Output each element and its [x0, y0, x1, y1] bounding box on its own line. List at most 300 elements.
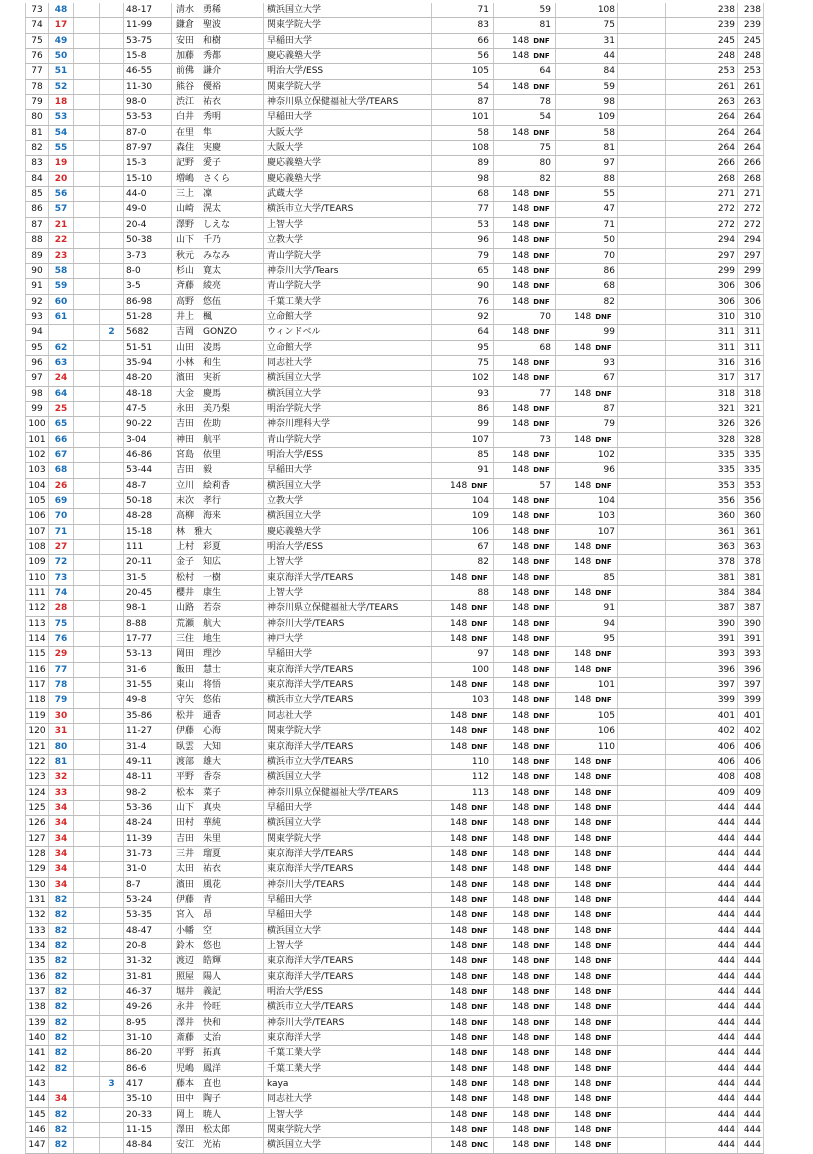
total-points-cell: 306 — [666, 294, 738, 309]
affiliation-cell: 同志社大学 — [264, 1092, 432, 1107]
competitor-name-cell: 清水 勇稀 — [172, 3, 264, 18]
sail-number-cell: 48-24 — [124, 816, 172, 831]
competitor-name-cell: 鎌倉 聖波 — [172, 18, 264, 33]
rank-cell: 127 — [26, 831, 49, 846]
race-1-score-cell: 105 — [432, 64, 494, 79]
race-2-score-cell: 68 — [494, 340, 556, 355]
affiliation-cell: 神奈川県立保健福祉大学/TEARS — [264, 785, 432, 800]
race-1-score-cell: 98 — [432, 171, 494, 186]
class-rank-c-cell — [100, 555, 124, 570]
sail-number-cell: 50-38 — [124, 233, 172, 248]
class-rank-c-cell — [100, 908, 124, 923]
race-1-score-cell: 110 — [432, 754, 494, 769]
affiliation-cell: 横浜国立大学 — [264, 478, 432, 493]
class-rank-a-cell: 33 — [49, 785, 74, 800]
class-rank-a-cell: 65 — [49, 417, 74, 432]
class-rank-a-cell: 59 — [49, 279, 74, 294]
table-row — [26, 217, 764, 232]
competitor-name-cell: 岡田 理沙 — [172, 647, 264, 662]
class-rank-b-cell — [74, 785, 100, 800]
blank-col-cell — [618, 3, 666, 18]
sail-number-cell: 35-10 — [124, 1092, 172, 1107]
table-row — [26, 662, 764, 677]
net-points-cell: 444 — [738, 1092, 764, 1107]
sail-number-cell: 53-24 — [124, 892, 172, 907]
total-points-cell: 402 — [666, 724, 738, 739]
blank-col-cell — [618, 371, 666, 386]
net-points-cell: 444 — [738, 877, 764, 892]
affiliation-cell: 明治大学/ESS — [264, 64, 432, 79]
class-rank-a-cell — [49, 325, 74, 340]
competitor-name-cell: 守矢 悠佑 — [172, 693, 264, 708]
rank-cell: 96 — [26, 355, 49, 370]
blank-col-cell — [618, 570, 666, 585]
affiliation-cell: 東京海洋大学/TEARS — [264, 662, 432, 677]
competitor-name-cell: 三住 地生 — [172, 632, 264, 647]
class-rank-c-cell — [100, 923, 124, 938]
race-3-score-cell: 102 — [556, 447, 618, 462]
net-points-cell: 444 — [738, 954, 764, 969]
class-rank-a-cell: 64 — [49, 386, 74, 401]
total-points-cell: 360 — [666, 509, 738, 524]
affiliation-cell: 神奈川大学/Tears — [264, 263, 432, 278]
competitor-name-cell: 白井 秀明 — [172, 110, 264, 125]
affiliation-cell: 明治学院大学 — [264, 401, 432, 416]
rank-cell: 101 — [26, 432, 49, 447]
class-rank-a-cell: 80 — [49, 739, 74, 754]
total-points-cell: 444 — [666, 1061, 738, 1076]
sail-number-cell: 31-73 — [124, 846, 172, 861]
race-3-score-cell: 108 — [556, 3, 618, 18]
rank-cell: 135 — [26, 954, 49, 969]
class-rank-a-cell — [49, 1077, 74, 1092]
race-2-score-cell: 148 DNF — [494, 1015, 556, 1030]
class-rank-c-cell — [100, 693, 124, 708]
blank-col-cell — [618, 478, 666, 493]
race-1-score-cell: 53 — [432, 217, 494, 232]
class-rank-c-cell — [100, 938, 124, 953]
class-rank-c-cell — [100, 1138, 124, 1153]
class-rank-b-cell — [74, 892, 100, 907]
class-rank-c-cell — [100, 678, 124, 693]
race-3-score-cell: 148 DNF — [556, 985, 618, 1000]
class-rank-b-cell — [74, 985, 100, 1000]
competitor-name-cell: 高柳 海来 — [172, 509, 264, 524]
net-points-cell: 294 — [738, 233, 764, 248]
affiliation-cell: 上智大学 — [264, 555, 432, 570]
race-3-score-cell: 86 — [556, 263, 618, 278]
net-points-cell: 272 — [738, 202, 764, 217]
net-points-cell: 317 — [738, 371, 764, 386]
rank-cell: 109 — [26, 555, 49, 570]
class-rank-b-cell — [74, 233, 100, 248]
race-2-score-cell: 148 DNF — [494, 969, 556, 984]
affiliation-cell: 明治大学/ESS — [264, 540, 432, 555]
race-1-score-cell: 97 — [432, 647, 494, 662]
blank-col-cell — [618, 800, 666, 815]
race-3-score-cell: 88 — [556, 171, 618, 186]
rank-cell: 77 — [26, 64, 49, 79]
blank-col-cell — [618, 908, 666, 923]
blank-col-cell — [618, 1031, 666, 1046]
class-rank-c-cell — [100, 846, 124, 861]
net-points-cell: 406 — [738, 739, 764, 754]
class-rank-a-cell: 19 — [49, 156, 74, 171]
class-rank-c-cell — [100, 64, 124, 79]
net-points-cell: 310 — [738, 309, 764, 324]
sail-number-cell: 87-97 — [124, 141, 172, 156]
table-row — [26, 540, 764, 555]
race-1-score-cell: 99 — [432, 417, 494, 432]
table-row — [26, 401, 764, 416]
class-rank-c-cell — [100, 1000, 124, 1015]
total-points-cell: 261 — [666, 79, 738, 94]
race-3-score-cell: 91 — [556, 601, 618, 616]
table-row — [26, 586, 764, 601]
race-1-score-cell: 148 DNF — [432, 1077, 494, 1092]
race-3-score-cell: 148 DNF — [556, 1123, 618, 1138]
competitor-name-cell: 臥雲 大知 — [172, 739, 264, 754]
table-row — [26, 110, 764, 125]
class-rank-b-cell — [74, 954, 100, 969]
class-rank-b-cell — [74, 908, 100, 923]
race-3-score-cell: 148 DNF — [556, 540, 618, 555]
total-points-cell: 299 — [666, 263, 738, 278]
class-rank-c-cell — [100, 969, 124, 984]
race-1-score-cell: 103 — [432, 693, 494, 708]
total-points-cell: 444 — [666, 1092, 738, 1107]
table-row — [26, 18, 764, 33]
race-2-score-cell: 148 DNF — [494, 509, 556, 524]
blank-col-cell — [618, 785, 666, 800]
total-points-cell: 396 — [666, 662, 738, 677]
affiliation-cell: 早稲田大学 — [264, 892, 432, 907]
class-rank-c-cell — [100, 601, 124, 616]
race-2-score-cell: 148 DNF — [494, 678, 556, 693]
sail-number-cell: 15-8 — [124, 49, 172, 64]
table-row — [26, 125, 764, 140]
class-rank-a-cell: 34 — [49, 1092, 74, 1107]
net-points-cell: 396 — [738, 662, 764, 677]
rank-cell: 107 — [26, 524, 49, 539]
class-rank-b-cell — [74, 371, 100, 386]
class-rank-c-cell — [100, 478, 124, 493]
competitor-name-cell: 平野 香奈 — [172, 770, 264, 785]
blank-col-cell — [618, 141, 666, 156]
race-3-score-cell: 148 DNF — [556, 938, 618, 953]
competitor-name-cell: 末次 孝行 — [172, 494, 264, 509]
sail-number-cell: 50-18 — [124, 494, 172, 509]
competitor-name-cell: 山田 凌馬 — [172, 340, 264, 355]
blank-col-cell — [618, 294, 666, 309]
blank-col-cell — [618, 401, 666, 416]
affiliation-cell: 上智大学 — [264, 938, 432, 953]
class-rank-c-cell — [100, 263, 124, 278]
class-rank-b-cell — [74, 141, 100, 156]
race-3-score-cell: 31 — [556, 33, 618, 48]
class-rank-c-cell — [100, 754, 124, 769]
total-points-cell: 248 — [666, 49, 738, 64]
class-rank-a-cell: 82 — [49, 923, 74, 938]
class-rank-a-cell: 25 — [49, 401, 74, 416]
affiliation-cell: 横浜国立大学 — [264, 371, 432, 386]
total-points-cell: 444 — [666, 1107, 738, 1122]
net-points-cell: 311 — [738, 340, 764, 355]
table-row — [26, 1138, 764, 1153]
competitor-name-cell: 吉田 朱里 — [172, 831, 264, 846]
rank-cell: 108 — [26, 540, 49, 555]
race-1-score-cell: 85 — [432, 447, 494, 462]
sail-number-cell: 47-5 — [124, 401, 172, 416]
sail-number-cell: 3-04 — [124, 432, 172, 447]
class-rank-b-cell — [74, 386, 100, 401]
rank-cell: 117 — [26, 678, 49, 693]
blank-col-cell — [618, 432, 666, 447]
competitor-name-cell: 吉岡 GONZO — [172, 325, 264, 340]
blank-col-cell — [618, 708, 666, 723]
race-1-score-cell: 82 — [432, 555, 494, 570]
affiliation-cell: 関東学院大学 — [264, 79, 432, 94]
blank-col-cell — [618, 79, 666, 94]
results-table — [25, 3, 764, 1154]
race-2-score-cell: 148 DNF — [494, 1107, 556, 1122]
class-rank-c-cell — [100, 1031, 124, 1046]
race-3-score-cell: 148 DNF — [556, 478, 618, 493]
race-2-score-cell: 148 DNF — [494, 816, 556, 831]
race-2-score-cell: 148 DNF — [494, 1000, 556, 1015]
race-2-score-cell: 148 DNF — [494, 33, 556, 48]
competitor-name-cell: 平野 拓真 — [172, 1046, 264, 1061]
competitor-name-cell: 児嶋 鳳洋 — [172, 1061, 264, 1076]
class-rank-c-cell: 3 — [100, 1077, 124, 1092]
net-points-cell: 444 — [738, 1000, 764, 1015]
total-points-cell: 335 — [666, 463, 738, 478]
affiliation-cell: 横浜市立大学/TEARS — [264, 693, 432, 708]
class-rank-a-cell: 54 — [49, 125, 74, 140]
competitor-name-cell: 三上 凜 — [172, 187, 264, 202]
competitor-name-cell: 田中 陶子 — [172, 1092, 264, 1107]
class-rank-a-cell: 81 — [49, 754, 74, 769]
rank-cell: 75 — [26, 33, 49, 48]
competitor-name-cell: 荒瀬 航大 — [172, 616, 264, 631]
net-points-cell: 264 — [738, 125, 764, 140]
blank-col-cell — [618, 217, 666, 232]
net-points-cell: 248 — [738, 49, 764, 64]
race-3-score-cell: 81 — [556, 141, 618, 156]
total-points-cell: 264 — [666, 125, 738, 140]
race-2-score-cell: 148 DNF — [494, 1123, 556, 1138]
blank-col-cell — [618, 923, 666, 938]
blank-col-cell — [618, 417, 666, 432]
total-points-cell: 316 — [666, 355, 738, 370]
rank-cell: 86 — [26, 202, 49, 217]
class-rank-c-cell — [100, 156, 124, 171]
competitor-name-cell: 大金 慶馬 — [172, 386, 264, 401]
race-2-score-cell: 148 DNF — [494, 785, 556, 800]
class-rank-b-cell — [74, 401, 100, 416]
competitor-name-cell: 小幡 空 — [172, 923, 264, 938]
sail-number-cell: 48-28 — [124, 509, 172, 524]
blank-col-cell — [618, 969, 666, 984]
net-points-cell: 321 — [738, 401, 764, 416]
race-1-score-cell: 148 DNF — [432, 678, 494, 693]
table-row — [26, 954, 764, 969]
competitor-name-cell: 斉藤 綾亮 — [172, 279, 264, 294]
class-rank-a-cell: 24 — [49, 371, 74, 386]
race-2-score-cell: 81 — [494, 18, 556, 33]
class-rank-b-cell — [74, 263, 100, 278]
class-rank-a-cell: 53 — [49, 110, 74, 125]
table-row — [26, 1123, 764, 1138]
race-2-score-cell: 148 DNF — [494, 586, 556, 601]
net-points-cell: 238 — [738, 3, 764, 18]
affiliation-cell: kaya — [264, 1077, 432, 1092]
class-rank-c-cell: 2 — [100, 325, 124, 340]
affiliation-cell: 横浜市立大学/TEARS — [264, 754, 432, 769]
total-points-cell: 384 — [666, 586, 738, 601]
competitor-name-cell: 渋江 祐衣 — [172, 95, 264, 110]
sail-number-cell: 8-88 — [124, 616, 172, 631]
net-points-cell: 444 — [738, 985, 764, 1000]
rank-cell: 112 — [26, 601, 49, 616]
table-row — [26, 555, 764, 570]
table-row — [26, 1000, 764, 1015]
race-2-score-cell: 148 DNF — [494, 1031, 556, 1046]
race-2-score-cell: 148 DNF — [494, 846, 556, 861]
class-rank-c-cell — [100, 95, 124, 110]
sail-number-cell: 111 — [124, 540, 172, 555]
total-points-cell: 245 — [666, 33, 738, 48]
blank-col-cell — [618, 171, 666, 186]
net-points-cell: 311 — [738, 325, 764, 340]
table-row — [26, 386, 764, 401]
race-3-score-cell: 97 — [556, 156, 618, 171]
sail-number-cell: 86-6 — [124, 1061, 172, 1076]
race-3-score-cell: 148 DNF — [556, 877, 618, 892]
net-points-cell: 316 — [738, 355, 764, 370]
sail-number-cell: 17-77 — [124, 632, 172, 647]
rank-cell: 134 — [26, 938, 49, 953]
rank-cell: 146 — [26, 1123, 49, 1138]
class-rank-c-cell — [100, 662, 124, 677]
sail-number-cell: 31-55 — [124, 678, 172, 693]
competitor-name-cell: 熊谷 優裕 — [172, 79, 264, 94]
total-points-cell: 397 — [666, 678, 738, 693]
class-rank-a-cell: 82 — [49, 938, 74, 953]
race-2-score-cell: 148 DNF — [494, 248, 556, 263]
class-rank-a-cell: 82 — [49, 1000, 74, 1015]
net-points-cell: 399 — [738, 693, 764, 708]
class-rank-a-cell: 34 — [49, 831, 74, 846]
race-3-score-cell: 55 — [556, 187, 618, 202]
net-points-cell: 444 — [738, 908, 764, 923]
table-row — [26, 371, 764, 386]
race-1-score-cell: 67 — [432, 540, 494, 555]
sail-number-cell: 31-81 — [124, 969, 172, 984]
net-points-cell: 444 — [738, 800, 764, 815]
total-points-cell: 444 — [666, 908, 738, 923]
sail-number-cell: 15-3 — [124, 156, 172, 171]
class-rank-a-cell: 22 — [49, 233, 74, 248]
net-points-cell: 381 — [738, 570, 764, 585]
blank-col-cell — [618, 816, 666, 831]
class-rank-c-cell — [100, 985, 124, 1000]
total-points-cell: 406 — [666, 739, 738, 754]
total-points-cell: 266 — [666, 156, 738, 171]
race-1-score-cell: 113 — [432, 785, 494, 800]
sail-number-cell: 90-22 — [124, 417, 172, 432]
blank-col-cell — [618, 18, 666, 33]
net-points-cell: 356 — [738, 494, 764, 509]
race-3-score-cell: 148 DNF — [556, 816, 618, 831]
net-points-cell: 397 — [738, 678, 764, 693]
competitor-name-cell: 濱田 実祈 — [172, 371, 264, 386]
competitor-name-cell: 記野 愛子 — [172, 156, 264, 171]
affiliation-cell: 立教大学 — [264, 494, 432, 509]
table-row — [26, 923, 764, 938]
rank-cell: 130 — [26, 877, 49, 892]
race-2-score-cell: 148 DNF — [494, 938, 556, 953]
affiliation-cell: 大阪大学 — [264, 141, 432, 156]
competitor-name-cell: 森住 実慶 — [172, 141, 264, 156]
competitor-name-cell: 濱田 風花 — [172, 877, 264, 892]
blank-col-cell — [618, 279, 666, 294]
blank-col-cell — [618, 770, 666, 785]
class-rank-c-cell — [100, 49, 124, 64]
race-3-score-cell: 148 DNF — [556, 954, 618, 969]
class-rank-b-cell — [74, 632, 100, 647]
table-row — [26, 156, 764, 171]
rank-cell: 145 — [26, 1107, 49, 1122]
table-row — [26, 494, 764, 509]
affiliation-cell: 明治大学/ESS — [264, 985, 432, 1000]
total-points-cell: 378 — [666, 555, 738, 570]
class-rank-c-cell — [100, 647, 124, 662]
sail-number-cell: 3-5 — [124, 279, 172, 294]
total-points-cell: 335 — [666, 447, 738, 462]
race-3-score-cell: 148 DNF — [556, 908, 618, 923]
class-rank-b-cell — [74, 846, 100, 861]
rank-cell: 97 — [26, 371, 49, 386]
table-row — [26, 417, 764, 432]
table-row — [26, 1046, 764, 1061]
race-1-score-cell: 109 — [432, 509, 494, 524]
race-1-score-cell: 54 — [432, 79, 494, 94]
blank-col-cell — [618, 1015, 666, 1030]
class-rank-a-cell: 72 — [49, 555, 74, 570]
blank-col-cell — [618, 248, 666, 263]
net-points-cell: 268 — [738, 171, 764, 186]
sail-number-cell: 20-33 — [124, 1107, 172, 1122]
blank-col-cell — [618, 325, 666, 340]
competitor-name-cell: 吉田 佐助 — [172, 417, 264, 432]
total-points-cell: 399 — [666, 693, 738, 708]
class-rank-c-cell — [100, 1107, 124, 1122]
affiliation-cell: 横浜国立大学 — [264, 386, 432, 401]
net-points-cell: 266 — [738, 156, 764, 171]
total-points-cell: 387 — [666, 601, 738, 616]
total-points-cell: 272 — [666, 202, 738, 217]
net-points-cell: 393 — [738, 647, 764, 662]
blank-col-cell — [618, 95, 666, 110]
total-points-cell: 321 — [666, 401, 738, 416]
total-points-cell: 238 — [666, 3, 738, 18]
blank-col-cell — [618, 156, 666, 171]
blank-col-cell — [618, 954, 666, 969]
total-points-cell: 264 — [666, 110, 738, 125]
class-rank-b-cell — [74, 156, 100, 171]
race-1-score-cell: 107 — [432, 432, 494, 447]
